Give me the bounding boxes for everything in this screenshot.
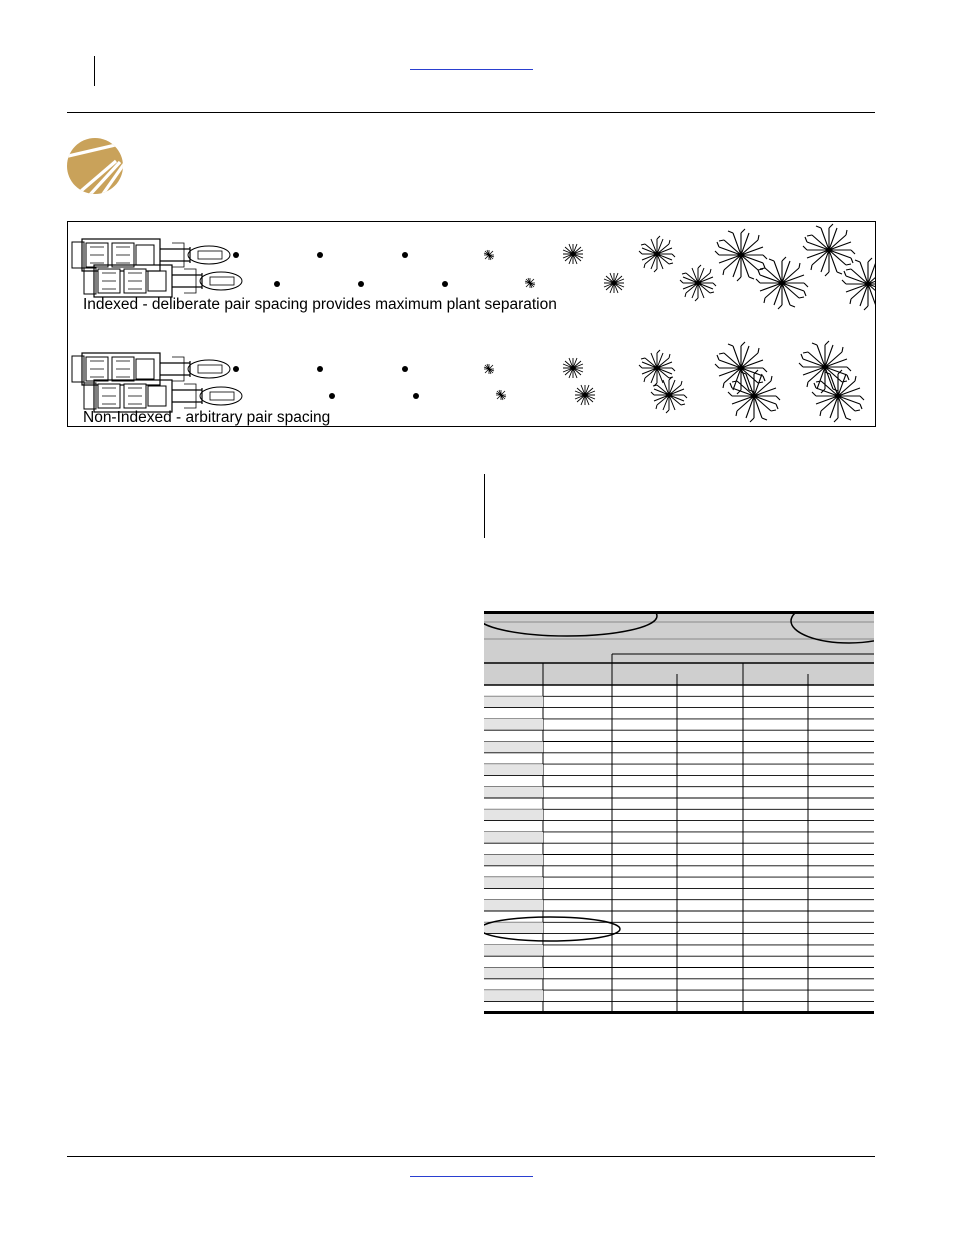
seed-dot	[317, 366, 323, 372]
header-link[interactable]	[410, 69, 533, 70]
footer-rule	[67, 1156, 875, 1157]
planter-row-unit-icon	[84, 265, 242, 297]
seed-dot	[413, 393, 419, 399]
seed-dot	[274, 281, 280, 287]
seedling-icon	[525, 278, 535, 288]
table-row-stripe	[484, 877, 543, 888]
table-bottom-rule	[484, 1011, 874, 1014]
plant-icon	[842, 258, 875, 310]
header-rule	[67, 112, 875, 113]
seedling-icon	[563, 358, 583, 378]
planter-row-unit-icon	[72, 239, 230, 271]
plant-icon	[639, 350, 675, 386]
seedling-icon	[604, 273, 624, 293]
plant-icon	[728, 370, 780, 422]
table-row-stripe	[484, 832, 543, 843]
spacing-illustration	[68, 222, 875, 426]
table-row-stripe	[484, 990, 543, 1001]
table-row-stripe	[484, 945, 543, 956]
plant-icon	[803, 224, 855, 276]
seedling-icon	[563, 244, 583, 264]
footer-link[interactable]	[410, 1176, 533, 1177]
seed-dot	[402, 366, 408, 372]
seed-dot	[442, 281, 448, 287]
table-top-rule	[484, 611, 874, 614]
seedling-icon	[496, 390, 506, 400]
seed-dot	[358, 281, 364, 287]
column-change-bar	[484, 474, 485, 538]
seed-dot	[329, 393, 335, 399]
seed-dot	[317, 252, 323, 258]
sunrise-field-logo-icon	[66, 137, 124, 195]
indexed-caption: Indexed - deliberate pair spacing provides maximum plant separation	[83, 296, 557, 313]
plant-icon	[715, 342, 767, 394]
table-row-stripe	[484, 696, 543, 707]
non-indexed-caption: Non-Indexed - arbitrary pair spacing	[83, 409, 331, 426]
table-row-stripe	[484, 764, 543, 775]
table-row-stripe	[484, 809, 543, 820]
plant-icon	[639, 236, 675, 272]
table-row-stripe	[484, 855, 543, 866]
planter-row-unit-icon	[84, 380, 242, 412]
table-row-stripe	[484, 922, 543, 933]
seed-dot	[402, 252, 408, 258]
rate-table	[484, 611, 874, 1016]
table-row-stripe	[484, 968, 543, 979]
margin-change-bar	[94, 56, 95, 86]
plant-icon	[680, 265, 716, 301]
table-title-band	[484, 614, 874, 654]
spacing-figure	[67, 221, 876, 427]
table-row-stripe	[484, 900, 543, 911]
seed-dot	[233, 366, 239, 372]
seed-dot	[233, 252, 239, 258]
seedling-icon	[484, 250, 494, 260]
table-row-stripe	[484, 787, 543, 798]
plant-icon	[651, 377, 687, 413]
table-row-stripe	[484, 742, 543, 753]
table-row-stripe	[484, 719, 543, 730]
seedling-icon	[575, 385, 595, 405]
plant-icon	[812, 370, 864, 422]
seedling-icon	[484, 364, 494, 374]
